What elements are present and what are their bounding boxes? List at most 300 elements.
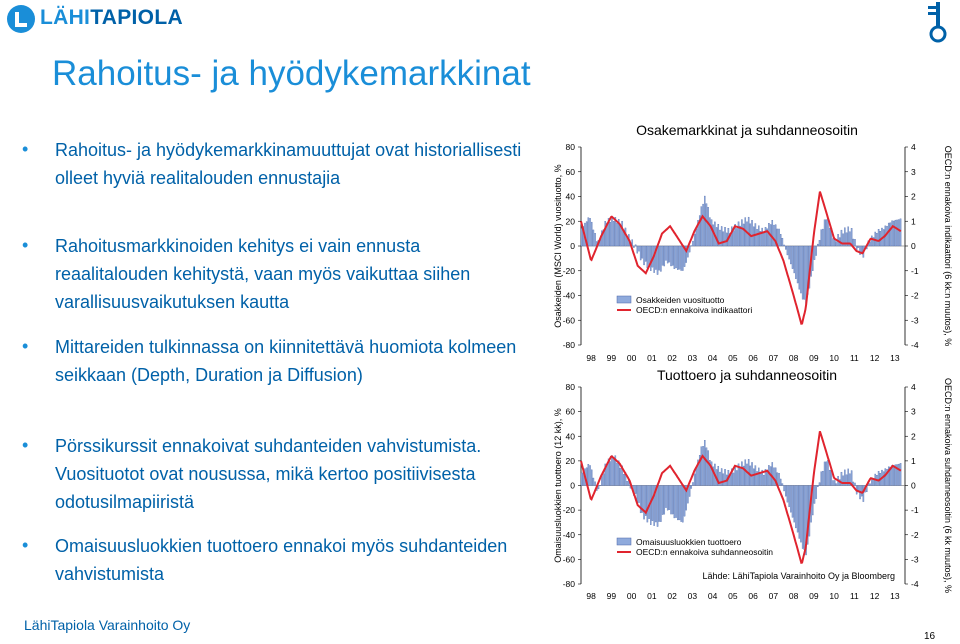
data-bar [829,228,830,246]
chart-source: Lähde: LähiTapiola Varainhoito Oy ja Bloomberg [702,571,895,581]
x-tick-label: 09 [809,353,819,363]
data-bar [650,246,651,271]
data-bar [741,462,742,486]
data-bar [588,464,589,485]
y-tick-label-right: -4 [911,340,919,350]
data-bar [789,486,790,507]
data-bar [858,246,859,248]
x-tick-label: 04 [707,591,718,601]
data-bar [593,230,594,246]
chart-panel-1 [553,122,953,363]
data-bar [821,472,822,486]
data-bar [652,486,653,521]
data-bar [883,472,884,486]
data-bar [679,486,680,520]
y-tick-label-right: -2 [911,529,919,540]
x-tick-label: 99 [606,591,617,601]
y-tick-label-right: 3 [911,406,916,417]
data-bar [790,246,791,264]
data-bar [861,486,862,497]
data-bar [836,484,837,486]
data-bar [659,486,660,522]
data-bar [741,220,742,246]
x-tick-label: 01 [647,591,657,601]
data-bar [897,220,898,246]
data-bar [797,486,798,533]
y-axis-label-left: Osakkeiden (MSCI World) vuosituotto, % [553,164,563,328]
y-tick-label-right: 0 [911,480,916,491]
data-bar [800,246,801,293]
data-bar [821,230,822,246]
data-bar [772,220,773,246]
data-bar [665,486,666,508]
x-tick-label: 98 [586,591,596,601]
data-bar [826,220,827,246]
data-bar [784,486,785,491]
data-bar [780,479,781,486]
x-tick-label: 12 [869,591,880,601]
data-bar [696,469,697,486]
data-bar [843,476,844,486]
data-bar [816,246,817,256]
data-bar [799,486,800,539]
y-axis-label-right: OECD:n ennakoiva indikaattori (6 kk:n muutos), % [943,145,953,347]
data-bar [667,486,668,511]
data-bar [708,451,709,486]
data-bar [611,217,612,246]
data-bar [633,246,634,248]
data-bar [870,242,871,246]
data-bar [870,484,871,486]
data-bar [670,246,671,266]
y-tick-label-right: 0 [911,241,916,251]
legend-label-bars: Omaisuusluokkien tuottoero [636,537,742,547]
data-bar [723,232,724,246]
data-bar [681,486,682,522]
data-bar [746,464,747,486]
data-bar [745,460,746,486]
data-bar [792,486,793,518]
data-bar [748,217,749,246]
data-bar [733,231,734,246]
lahitapiola-logo-icon [6,4,36,34]
data-bar [853,239,854,246]
y-tick-label-left: -20 [562,265,575,276]
data-bar [591,222,592,246]
y-tick-label-left: 80 [565,382,575,392]
data-bar [676,486,677,518]
x-tick-label: 99 [606,353,617,363]
data-bar [832,238,833,246]
x-tick-label: 06 [748,591,758,601]
data-bar [709,218,710,246]
data-bar [822,229,823,246]
data-bar [637,246,638,253]
data-bar [657,486,658,527]
data-bar [647,486,648,523]
x-tick-label: 00 [626,353,637,363]
legend-label-line: OECD:n ennakoiva suhdanneosoitin [636,547,774,557]
data-bar [711,220,712,246]
data-bar [643,486,644,520]
data-bar [701,207,702,246]
data-bar [785,486,786,497]
data-bar [892,221,893,246]
data-bar [755,466,756,486]
x-tick-label: 04 [707,353,718,363]
data-bar [589,465,590,485]
data-bar [662,246,663,265]
x-tick-label: 07 [768,353,779,363]
data-bar [753,469,754,486]
data-bar [581,228,582,246]
data-bar [689,486,690,497]
data-bar [713,225,714,246]
data-bar [743,224,744,246]
data-bar [611,456,612,486]
legend-label-bars: Osakkeiden vuosituotto [636,295,725,305]
data-bar [682,246,683,271]
data-bar [758,226,759,246]
data-bar [773,225,774,246]
y-tick-label-left: -40 [562,290,575,301]
y-tick-label-right: 2 [911,431,916,442]
y-tick-label-left: 60 [565,406,575,417]
data-bar [703,204,704,246]
data-bar [878,229,879,246]
data-bar [692,482,693,485]
data-bar [706,204,707,246]
data-bar [878,471,879,485]
x-tick-label: 10 [829,353,839,363]
data-bar [724,469,725,485]
data-bar [804,246,805,299]
data-bar [704,440,705,485]
data-bar [773,468,774,486]
data-bar [622,221,623,246]
y-tick-label-left: 80 [565,142,575,152]
key-icon [920,0,956,44]
data-bar [832,480,833,485]
bullet-text: Omaisuusluokkien tuottoero ennakoi myös suhdanteiden vahvistumista [55,536,508,584]
data-bar [669,246,670,262]
data-bar [581,473,582,486]
data-bar [740,226,741,246]
data-bar [603,474,604,486]
data-bar [613,459,614,486]
data-bar [789,246,790,259]
x-tick-label: 11 [849,591,859,601]
data-bar [898,464,899,485]
data-bar [657,246,658,275]
data-bar [800,486,801,543]
y-tick-label-left: -80 [562,579,575,589]
data-bar [701,447,702,486]
y-tick-label-right: -1 [911,265,919,276]
chart-title: Tuottoero ja suhdanneosoitin [656,367,838,383]
data-bar [797,246,798,283]
y-tick-label-left: -20 [562,505,575,516]
data-bar [588,218,589,246]
data-bar [616,223,617,246]
data-bar [768,465,769,485]
data-bar [787,246,788,255]
data-bar [817,244,818,246]
data-bar [765,227,766,246]
bullet-dot-icon: • [22,235,29,255]
y-tick-label-right: 4 [911,142,916,152]
data-bar [672,486,673,515]
data-bar [782,484,783,486]
data-bar [802,486,803,549]
data-bar [610,222,611,246]
bullet-dot-icon: • [22,535,29,555]
data-bar [591,470,592,486]
legend-swatch-bars [617,538,631,545]
data-bar [763,475,764,485]
y-tick-label-right: -3 [911,554,919,565]
data-bar [778,229,779,246]
data-bar [824,220,825,246]
data-bar [691,486,692,489]
data-bar [816,486,817,499]
data-bar [834,480,835,485]
data-bar [792,246,793,269]
data-bar [799,246,800,289]
bullet-text: Rahoitus- ja hyödykemarkkinamuuttujat ovat historiallisesti olleet hyviä realitalouden ennustajia [55,140,522,188]
y-tick-label-right: -2 [911,290,919,301]
data-bar [667,246,668,263]
x-tick-label: 02 [667,591,677,601]
data-bar [736,228,737,246]
y-tick-label-left: 40 [565,191,575,202]
y-tick-label-right: 1 [911,216,916,227]
data-bar [664,486,665,515]
data-bar [780,234,781,246]
data-bar [814,246,815,260]
data-bar [890,223,891,246]
data-bar [620,225,621,246]
data-bar [616,463,617,485]
data-bar [804,486,805,550]
y-tick-label-left: -60 [562,554,575,565]
data-bar [595,233,596,246]
y-tick-label-left: 0 [570,241,575,251]
x-tick-label: 03 [687,591,698,601]
y-tick-label-right: 3 [911,166,916,177]
y-tick-label-right: -1 [911,505,919,516]
bullet-dot-icon: • [22,336,29,356]
y-tick-label-left: 0 [570,480,575,491]
brand-part1: LÄHI [40,6,91,29]
x-tick-label: 02 [667,353,677,363]
data-bar [640,246,641,260]
data-bar [723,474,724,486]
data-bar [778,473,779,485]
data-bar [827,460,828,485]
data-bar [649,486,650,519]
page-number: 16 [924,631,936,642]
data-bar [794,246,795,273]
y-tick-label-left: -40 [562,529,575,540]
bullet-text: Mittareiden tulkinnassa on kiinnitettävä huomiota kolmeen seikkaan (Depth, Duration ja Diffusion) [55,337,517,385]
data-bar [782,238,783,246]
data-bar [635,245,636,246]
data-bar [670,486,671,515]
data-bar [650,486,651,525]
brand-logotype [40,6,183,30]
y-axis-label-right: OECD:n ennakoiva suhdanneosoitin (6 kk muutos), % [943,377,953,594]
data-bar [836,242,837,246]
data-bar [681,246,682,271]
data-bar [601,476,602,485]
data-bar [724,227,725,246]
data-bar [854,483,855,486]
data-bar [795,486,796,528]
data-bar [645,246,646,261]
data-bar [677,246,678,270]
data-bar [643,246,644,265]
legend-swatch-bars [617,296,631,303]
x-tick-label: 98 [586,353,596,363]
data-bar [665,246,666,260]
data-bar [610,462,611,486]
data-bar [885,469,886,486]
data-bar [672,246,673,265]
data-bar [669,486,670,510]
data-bar [589,218,590,246]
data-bar [676,246,677,268]
data-bar [751,220,752,246]
y-tick-label-right: 2 [911,191,916,202]
data-bar [900,463,901,485]
oecd-indicator-line [581,192,901,324]
x-tick-label: 08 [788,591,799,601]
data-bar [794,486,795,523]
data-bar [763,233,764,246]
data-bar [817,486,818,487]
data-bar [689,246,690,252]
data-bar [659,246,660,270]
x-tick-label: 13 [890,591,900,601]
data-bar [623,474,624,485]
data-bar [613,221,614,246]
data-bar [751,462,752,485]
x-tick-label: 13 [890,353,900,363]
data-bar [654,246,655,273]
data-bar [886,226,887,246]
data-bar [758,468,759,486]
footer-company: LähiTapiola Varainhoito Oy [24,617,191,633]
data-bar [757,229,758,246]
data-bar [647,246,648,268]
x-tick-label: 11 [849,353,859,363]
y-tick-label-left: 40 [565,431,575,442]
data-bar [736,470,737,485]
data-bar [664,246,665,266]
data-bar [760,473,761,485]
y-tick-label-right: -3 [911,315,919,326]
x-tick-label: 12 [869,353,880,363]
data-bar [738,222,739,246]
legend-label-line: OECD:n ennakoiva indikaattori [636,305,753,315]
y-tick-label-left: -80 [562,340,575,350]
x-tick-label: 00 [626,591,637,601]
x-tick-label: 07 [768,591,779,601]
data-bar [674,246,675,269]
y-tick-label-left: 60 [565,166,575,177]
x-tick-label: 09 [809,591,819,601]
data-bar [674,486,675,518]
data-bar [706,448,707,486]
bullet-text: Rahoitusmarkkinoiden kehitys ei vain ennusta reaalitalouden kehitystä, vaan myös vaikuttaa siihen varallisuusvaikutuksen kautta [55,236,471,312]
chart-panel-2 [553,367,953,601]
x-tick-label: 06 [748,353,758,363]
data-bar [733,473,734,486]
data-bar [735,466,736,485]
data-bar [740,468,741,485]
data-bar [694,474,695,486]
bullet-dot-icon: • [22,139,29,159]
data-bar [660,246,661,271]
data-bar [682,486,683,523]
data-bar [871,236,872,246]
data-bar [795,246,796,279]
x-tick-label: 01 [647,353,657,363]
x-tick-label: 03 [687,353,698,363]
charts-container [553,117,953,605]
bullet-dot-icon: • [22,435,29,455]
data-bar [854,239,855,246]
y-axis-label-left: Omaisuusluokkien tuottoero (12 kk), % [553,408,563,563]
data-bar [822,471,823,485]
x-tick-label: 05 [728,591,738,601]
y-tick-label-left: 20 [565,455,575,466]
data-bar [625,228,626,246]
data-bar [677,486,678,520]
data-bar [620,468,621,485]
data-bar [787,486,788,503]
data-bar [638,246,639,251]
data-bar [895,220,896,246]
data-bar [802,246,803,299]
data-bar [662,486,663,515]
y-tick-label-left: -60 [562,315,575,326]
brand-part2: TAPIOLA [90,6,183,29]
y-tick-label-right: -4 [911,579,919,589]
data-bar [708,207,709,246]
data-bar [898,220,899,246]
data-bar [888,223,889,246]
page-title: Rahoitus- ja hyödykemarkkinat [52,54,531,93]
data-bar [861,246,862,252]
data-bar [863,486,864,502]
data-bar [635,486,636,494]
data-bar [772,462,773,485]
data-bar [696,229,697,246]
data-bar [790,486,791,513]
y-tick-label-left: 20 [565,216,575,227]
data-bar [642,246,643,258]
x-tick-label: 10 [829,591,839,601]
data-bar [829,470,830,485]
data-bar [649,246,650,265]
data-bar [873,479,874,485]
data-bar [893,466,894,486]
data-bar [660,486,661,522]
data-bar [692,241,693,246]
data-bar [785,246,786,249]
